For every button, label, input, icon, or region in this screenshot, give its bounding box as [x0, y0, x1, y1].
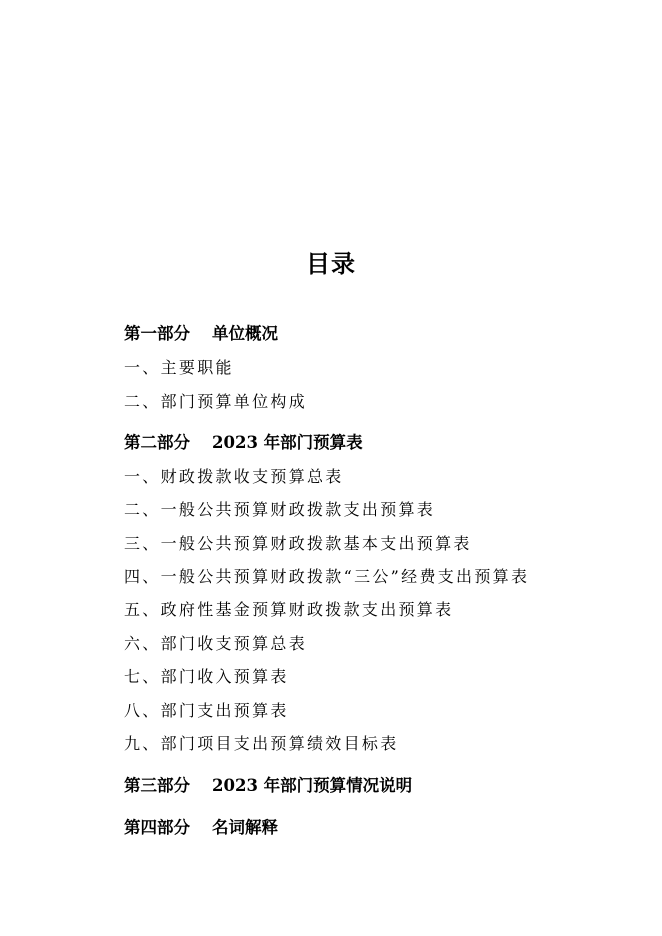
toc-part-4: [124, 816, 278, 840]
toc-part-label: 第一部分: [124, 324, 190, 343]
toc-item: 三、一般公共预算财政拨款基本支出预算表: [124, 534, 472, 553]
toc-part-text: 名词解释: [212, 818, 278, 837]
toc-item: 二、一般公共预算财政拨款支出预算表: [124, 500, 436, 519]
toc-part-label: 第二部分: [124, 433, 190, 452]
toc-item: 一、主要职能: [124, 358, 234, 377]
toc-part-2: [124, 431, 363, 455]
toc-part-3: [124, 774, 412, 798]
toc-item: 四、一般公共预算财政拨款“三公”经费支出预算表: [124, 567, 530, 586]
toc-item: 一、财政拨款收支预算总表: [124, 467, 344, 486]
toc-item: 二、部门预算单位构成: [124, 392, 308, 411]
toc-part-label: 第四部分: [124, 818, 190, 837]
toc-item: 八、部门支出预算表: [124, 701, 289, 720]
toc-part-text: 2023 年部门预算表: [212, 433, 363, 452]
toc-part-text: 单位概况: [212, 324, 278, 343]
toc-part-1: [124, 322, 278, 346]
toc-item: 七、部门收入预算表: [124, 667, 289, 686]
toc-title: 目录: [306, 249, 356, 278]
toc-item: 六、部门收支预算总表: [124, 634, 308, 653]
toc-part-label: 第三部分: [124, 776, 190, 795]
toc-item: 五、政府性基金预算财政拨款支出预算表: [124, 600, 454, 619]
toc-item: 九、部门项目支出预算绩效目标表: [124, 734, 399, 753]
toc-part-text: 2023 年部门预算情况说明: [212, 776, 413, 795]
